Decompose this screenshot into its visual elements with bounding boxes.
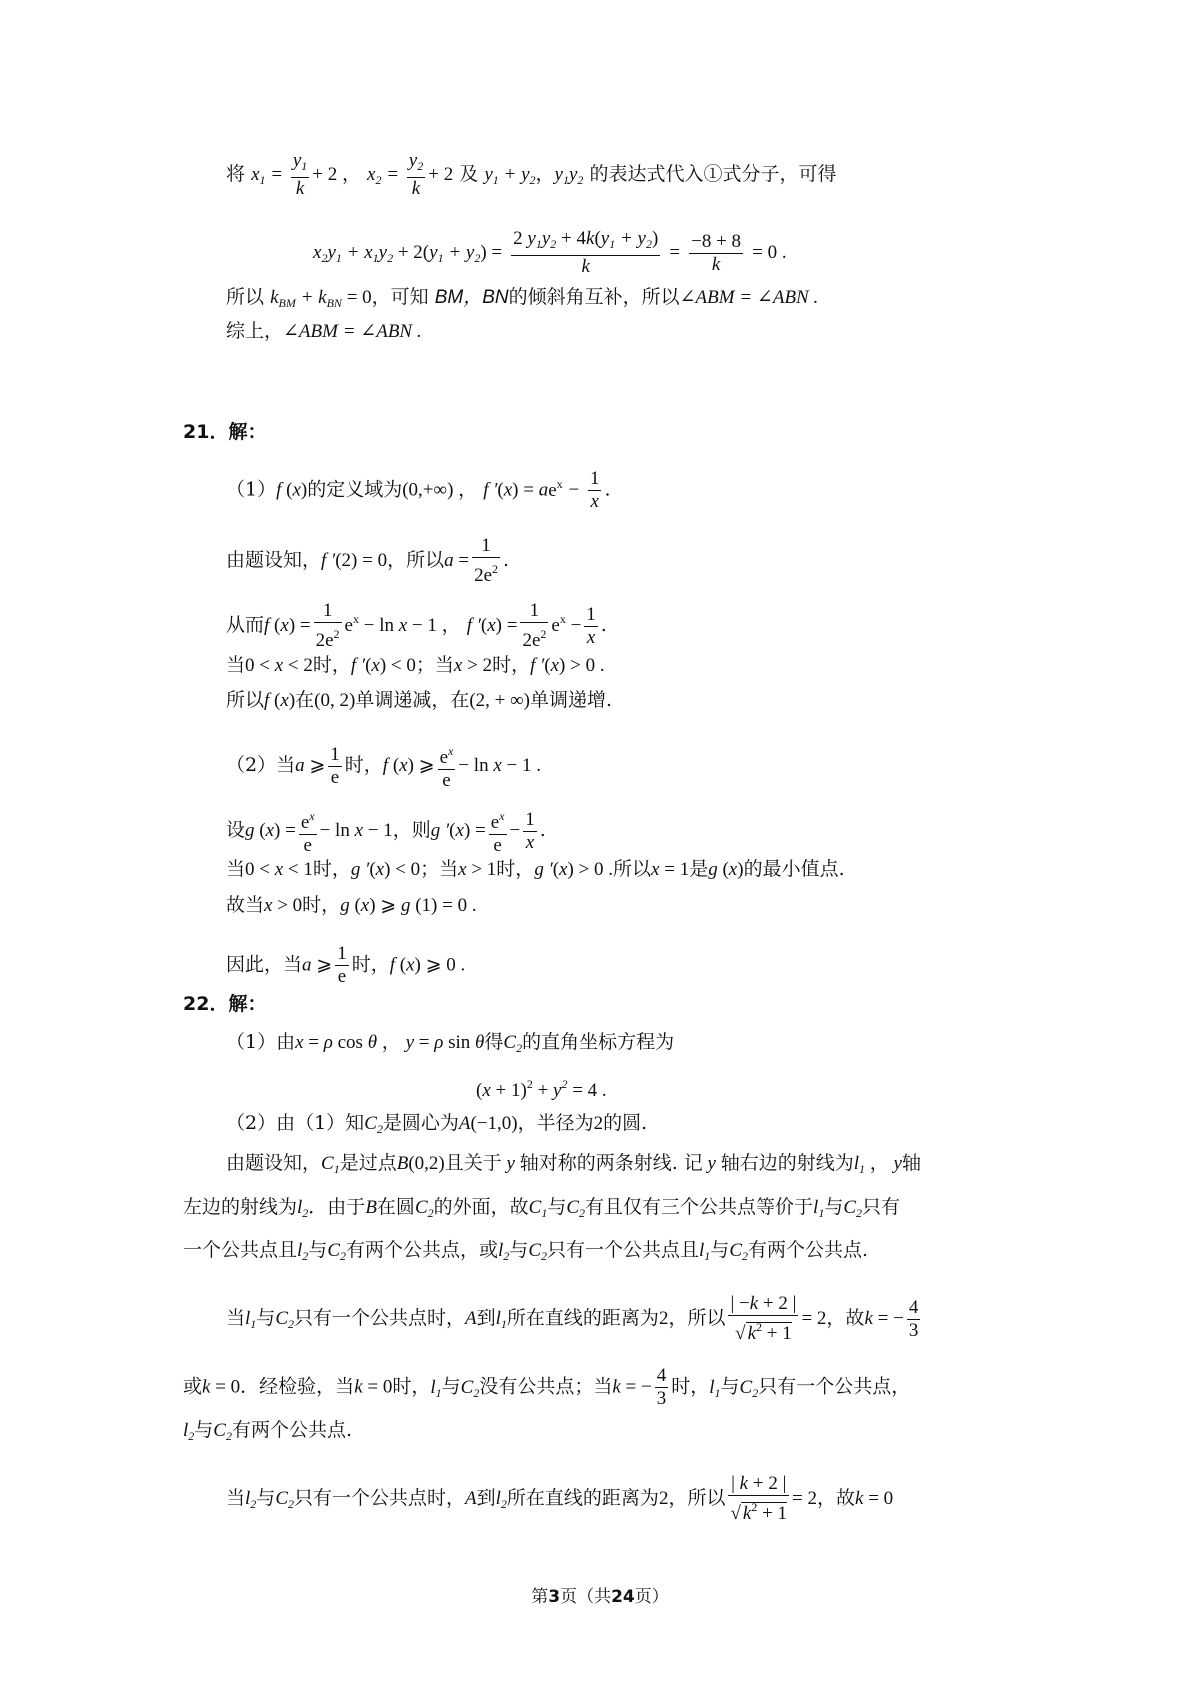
q22-line-9: $l_2$与$C_2$有两个公共点. xyxy=(183,1419,353,1443)
q21-line-1: （1）f (x)的定义域为(0,+∞) ， f $'(x) = ae^x$ − $\frac{1}{x}$ . xyxy=(226,468,611,512)
p20-line-3: 所以 $k_{BM} + k_{BN} = 0$，可知 BM，BN的倾斜角互补，所以∠ABM = ∠ABN . xyxy=(226,286,819,310)
p20-line-1: 将 $x_1$ = $\frac{y_1}{k}$ + 2 ， $x_2$ = $\frac{y_2}{k}$ + 2 及 $y_1 + y_2$，$y_1y_2$ 的表达式代入①式分子，可得 xyxy=(226,150,837,199)
q21-line-9: 故当x > 0时，g (x) ⩾ g (1) = 0 . xyxy=(226,894,477,916)
q22-title: 22．解： xyxy=(183,993,267,1015)
q21-title: 21．解： xyxy=(183,421,267,443)
q22-line-3: （2）由（1）知$C_2$是圆心为A(−1,0)，半径为2的圆. xyxy=(226,1112,648,1136)
q22-line-4: 由题设知，$C_1$是过点B(0,2)且关于 y 轴对称的两条射线. 记 y 轴右边的射线为$l_1$ ， y轴 xyxy=(226,1152,921,1176)
q22-line-8: 或k = 0．经检验，当k = 0时，$l_1$与$C_2$没有公共点；当k = − $\frac{4}{3}$ 时，$l_1$与$C_2$只有一个公共点， xyxy=(183,1365,911,1409)
q21-line-4: 当0 < x < 2时，f ′(x) < 0；当x > 2时，f ′(x) > 0 . xyxy=(226,654,605,676)
q22-line-7: 当$l_1$与$C_2$只有一个公共点时，A到$l_1$所在直线的距离为2，所以 $\frac{| -k + 2 |}{√ k^2 + 1}$ = 2，故k = − $\frac{4}{3}$ xyxy=(226,1293,919,1344)
q21-line-10: 因此，当a ⩾ $\frac{1}{e}$ 时，f (x) ⩾ 0 . xyxy=(226,943,466,987)
p20-line-4: 综上，∠ABM = ∠ABN . xyxy=(226,320,422,342)
q22-line-10: 当$l_2$与$C_2$只有一个公共点时，A到$l_2$所在直线的距离为2，所以 $\frac{| k + 2 |}{√ k^2 + 1}$ = 2，故k = 0 xyxy=(226,1473,894,1524)
q21-line-2: 由题设知，f ′(2) = 0，所以a = $\frac{1}{2e^2}$ . xyxy=(226,535,510,586)
q22-line-1: （1）由x = ρ cos θ ， y = ρ sin θ得$C_2$的直角坐标方程为 xyxy=(226,1031,675,1055)
page-footer: 第3页（共24页） xyxy=(531,1587,669,1607)
page-number: 3 xyxy=(548,1587,561,1607)
q22-line-6: 一个公共点且$l_2$与$C_2$有两个公共点，或$l_2$与$C_2$只有一个公共点且$l_1$与$C_2$有两个公共点. xyxy=(183,1239,869,1263)
page-total: 24 xyxy=(611,1587,635,1607)
q21-line-8: 当0 < x < 1时，g ′(x) < 0；当x > 1时，g ′(x) > 0 .所以x = 1是g (x)的最小值点. xyxy=(226,858,845,880)
q21-line-5: 所以f (x)在(0, 2)单调递减，在(2, + ∞)单调递增. xyxy=(226,689,613,711)
p20-line-2: $x_2y_1 + x_1y_2 + 2(y_1 + y_2)$ = $\frac{2 y_1y_2 + 4k(y_1 + y_2)}{k}$ = $\frac{-8 + 8}{k}$ = 0 . xyxy=(313,228,787,277)
q22-line-5: 左边的射线为$l_2$．由于B在圆$C_2$的外面，故$C_1$与$C_2$有且仅有三个公共点等价于$l_1$与$C_2$只有 xyxy=(183,1196,901,1220)
q21-line-7: 设g (x) = $\frac{e^x}{e}$ − ln x − 1，则g ′(x) = $\frac{e^x}{e}$ − $\frac{1}{x}$ . xyxy=(226,805,546,857)
q21-line-3: 从而f (x) = $\frac{1}{2e^2}$ $e^x - \ln x - 1$ ， f ′(x) = $\frac{1}{2e^2}$ $e^x$ − $\frac{1}{x}$ . xyxy=(226,600,607,651)
q22-line-2: $(x + 1)^2 + y^2 = 4$ . xyxy=(476,1077,607,1101)
q21-line-6: （2）当a ⩾ $\frac{1}{e}$ 时，f (x) ⩾ $\frac{e^x}{e}$ − ln x − 1 . xyxy=(226,740,541,792)
